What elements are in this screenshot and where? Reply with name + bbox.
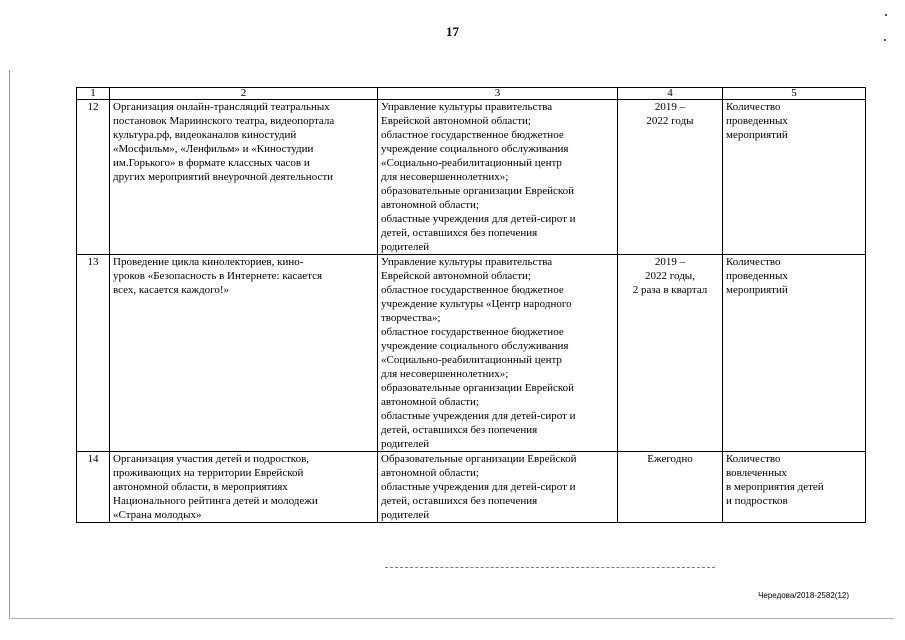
executors-line: областные учреждения для детей-сирот и [381, 410, 576, 422]
activity-line: «Страна молодых» [113, 509, 202, 521]
executors-cell [378, 452, 618, 523]
executors-cell [378, 100, 618, 255]
executors-line: «Социально-реабилитационный центр [381, 157, 562, 169]
measures-table [76, 87, 866, 523]
executors-line: детей, оставшихся без попечения [381, 227, 538, 239]
document-code: Чередова/2018-2582(12) [758, 591, 849, 600]
period-cell [618, 255, 723, 452]
header-cell: 4 [618, 88, 723, 100]
executors-line: Управление культуры правительства [381, 256, 553, 268]
executors-line: для несовершеннолетних»; [381, 171, 509, 183]
executors-line: Еврейской автономной области; [381, 115, 531, 127]
executors-line: областные учреждения для детей-сирот и [381, 481, 576, 493]
indicator-line: Количество [726, 453, 781, 465]
executors-line: учреждение культуры «Центр народного [381, 298, 572, 310]
executors-line: Еврейской автономной области; [381, 270, 531, 282]
indicator-line: мероприятий [726, 284, 788, 296]
indicator-cell [723, 100, 866, 255]
left-margin-rule [9, 70, 10, 618]
header-cell: 1 [77, 88, 110, 100]
executors-line: творчества»; [381, 312, 441, 324]
period-line: Ежегодно [647, 453, 693, 465]
activity-line: проживающих на территории Еврейской [113, 467, 304, 479]
table-row [77, 100, 866, 255]
indicator-line: Количество [726, 256, 781, 268]
period-cell [618, 452, 723, 523]
executors-line: учреждение социального обслуживания [381, 143, 569, 155]
activity-line: уроков «Безопасность в Интернете: касается [113, 270, 323, 282]
row-number-cell: 12 [77, 100, 110, 255]
executors-line: родителей [381, 509, 430, 521]
executors-line: родителей [381, 241, 430, 253]
executors-line: областное государственное бюджетное [381, 129, 564, 141]
indicator-line: проведенных [726, 115, 788, 127]
table-header-row [77, 88, 866, 100]
activity-line: «Мосфильм», «Ленфильм» и «Киностудии [113, 143, 314, 155]
activity-line: других мероприятий внеурочной деятельности [113, 171, 334, 183]
executors-line: учреждение социального обслуживания [381, 340, 569, 352]
activity-line: Национального рейтинга детей и молодежи [113, 495, 318, 507]
period-line: 2019 – [654, 101, 686, 113]
indicator-cell [723, 452, 866, 523]
indicator-cell [723, 255, 866, 452]
period-line: 2 раза в квартал [632, 284, 708, 296]
header-cell: 2 [110, 88, 378, 100]
executors-line: областное государственное бюджетное [381, 326, 564, 338]
scan-speck [884, 39, 886, 41]
header-cell: 5 [723, 88, 866, 100]
indicator-line: в мероприятия детей [726, 481, 824, 493]
executors-line: автономной области; [381, 396, 479, 408]
executors-line: областные учреждения для детей-сирот и [381, 213, 576, 225]
executors-line: областное государственное бюджетное [381, 284, 564, 296]
indicator-line: Количество [726, 101, 781, 113]
period-cell [618, 100, 723, 255]
period-line: 2022 годы [646, 115, 694, 127]
period-line: 2022 годы, [645, 270, 695, 282]
indicator-line: и подростков [726, 495, 788, 507]
table-row [77, 452, 866, 523]
activity-cell [110, 255, 378, 452]
activity-line: Организация онлайн-трансляций театральных [113, 101, 330, 113]
executors-line: детей, оставшихся без попечения [381, 424, 538, 436]
header-cell: 3 [378, 88, 618, 100]
executors-cell [378, 255, 618, 452]
indicator-line: вовлеченных [726, 467, 787, 479]
executors-line: «Социально-реабилитационный центр [381, 354, 562, 366]
executors-line: автономной области; [381, 199, 479, 211]
activity-line: постановок Мариинского театра, видеопортала [113, 115, 335, 127]
activity-cell [110, 100, 378, 255]
executors-line: детей, оставшихся без попечения [381, 495, 538, 507]
executors-line: образовательные организации Еврейской [381, 185, 575, 197]
footer-dashed-line [385, 567, 715, 568]
executors-line: Образовательные организации Еврейской [381, 453, 577, 465]
activity-cell [110, 452, 378, 523]
page-number: 17 [446, 24, 459, 39]
indicator-line: проведенных [726, 270, 788, 282]
executors-line: для несовершеннолетних»; [381, 368, 509, 380]
bottom-rule [9, 618, 894, 619]
activity-line: автономной области, в мероприятиях [113, 481, 288, 493]
table-row [77, 255, 866, 452]
indicator-line: мероприятий [726, 129, 788, 141]
row-number-cell: 13 [77, 255, 110, 452]
executors-line: образовательные организации Еврейской [381, 382, 575, 394]
executors-line: автономной области; [381, 467, 479, 479]
executors-line: родителей [381, 438, 430, 450]
scan-speck [885, 14, 887, 16]
activity-line: культура.рф, видеоканалов киностудий [113, 129, 297, 141]
row-number-cell: 14 [77, 452, 110, 523]
activity-line: всех, касается каждого!» [113, 284, 230, 296]
activity-line: Проведение цикла кинолекториев, кино- [113, 256, 304, 268]
period-line: 2019 – [654, 256, 686, 268]
activity-line: Организация участия детей и подростков, [113, 453, 310, 465]
activity-line: им.Горького» в формате классных часов и [113, 157, 310, 169]
executors-line: Управление культуры правительства [381, 101, 553, 113]
